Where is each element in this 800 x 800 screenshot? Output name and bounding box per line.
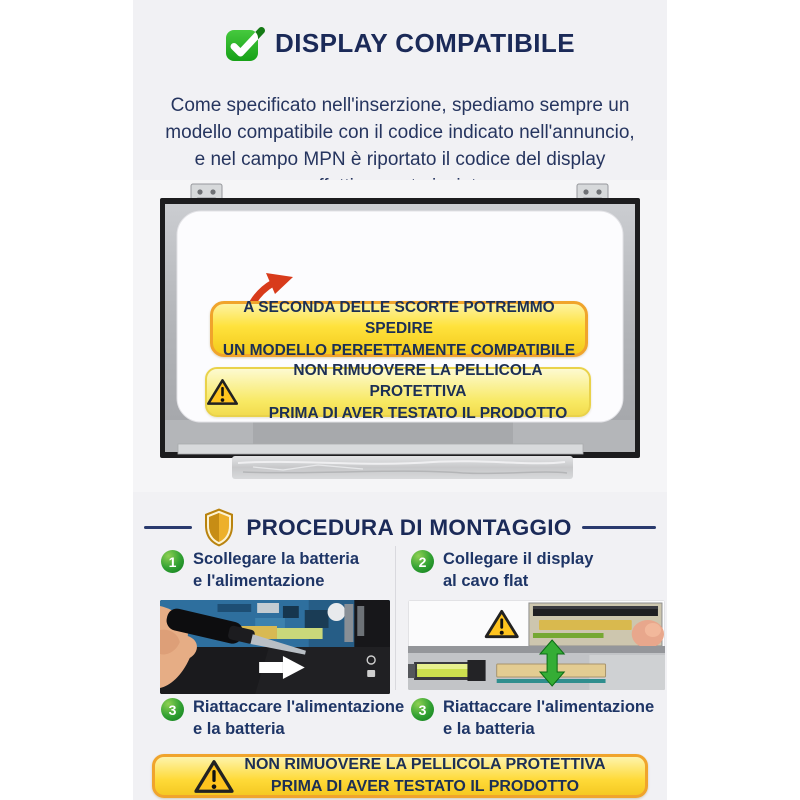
header — [133, 24, 667, 62]
step-number-badge: 1 — [161, 550, 184, 573]
step-label: Collegare il display al cavo flat — [443, 550, 594, 590]
step-2 — [411, 549, 593, 593]
step-1 — [161, 549, 359, 593]
step-label: Riattaccare l'alimentazione e la batteria — [193, 698, 405, 738]
heading-rule-left — [144, 526, 192, 529]
film-warning-text: NON RIMUOVERE LA PELLICOLA PROTETTIVA PRIMA DI AVER TESTATO IL PRODOTTO — [268, 361, 568, 422]
step-label: Riattaccare l'alimentazione e la batteria — [443, 698, 655, 738]
stock-notice-text: A SECONDA DELLE SCORTE POTREMMO SPEDIRE UN MODELLO PERFETTAMENTE COMPATIBILE — [222, 298, 576, 359]
column-divider — [395, 546, 396, 690]
product-infographic — [133, 0, 667, 800]
intro-text: Come specificato nell'inserzione, spediamo sempre un modello compatibile con il codice indicato nell'annuncio, e nel campo MPN è riportato il codice del display — [165, 95, 635, 170]
page-title: DISPLAY COMPATIBILE — [275, 27, 575, 58]
gold-shield-icon — [202, 507, 236, 548]
warning-triangle-icon — [207, 378, 238, 406]
heading-rule-right — [582, 526, 656, 529]
inset-photo — [529, 603, 664, 648]
footer-warning-text: NON RIMUOVERE LA PELLICOLA PROTETTIVA PRIMA DI AVER TESTATO IL PRODOTTO — [244, 755, 606, 795]
stock-notice-sticker — [210, 298, 588, 359]
procedure-title: PROCEDURA DI MONTAGGIO — [246, 514, 572, 540]
step-number-badge: 3 — [411, 698, 434, 721]
warning-triangle-icon — [194, 759, 234, 794]
film-warning-sticker — [205, 361, 591, 422]
step-1-photo — [160, 600, 390, 694]
flat-cable-photo — [408, 600, 665, 690]
step-label: Scollegare la batteria e l'alimentazione — [193, 550, 359, 590]
step-number-badge: 3 — [161, 698, 184, 721]
step-number-badge: 2 — [411, 550, 434, 573]
step-3-left — [161, 697, 404, 741]
footer-warning-banner — [152, 754, 648, 798]
step-3-right — [411, 697, 654, 741]
green-check-icon — [225, 24, 265, 62]
procedure-header — [133, 507, 667, 548]
motherboard-photo — [160, 600, 390, 694]
step-2-photo — [408, 600, 665, 690]
lcd-panel-figure — [133, 180, 667, 492]
